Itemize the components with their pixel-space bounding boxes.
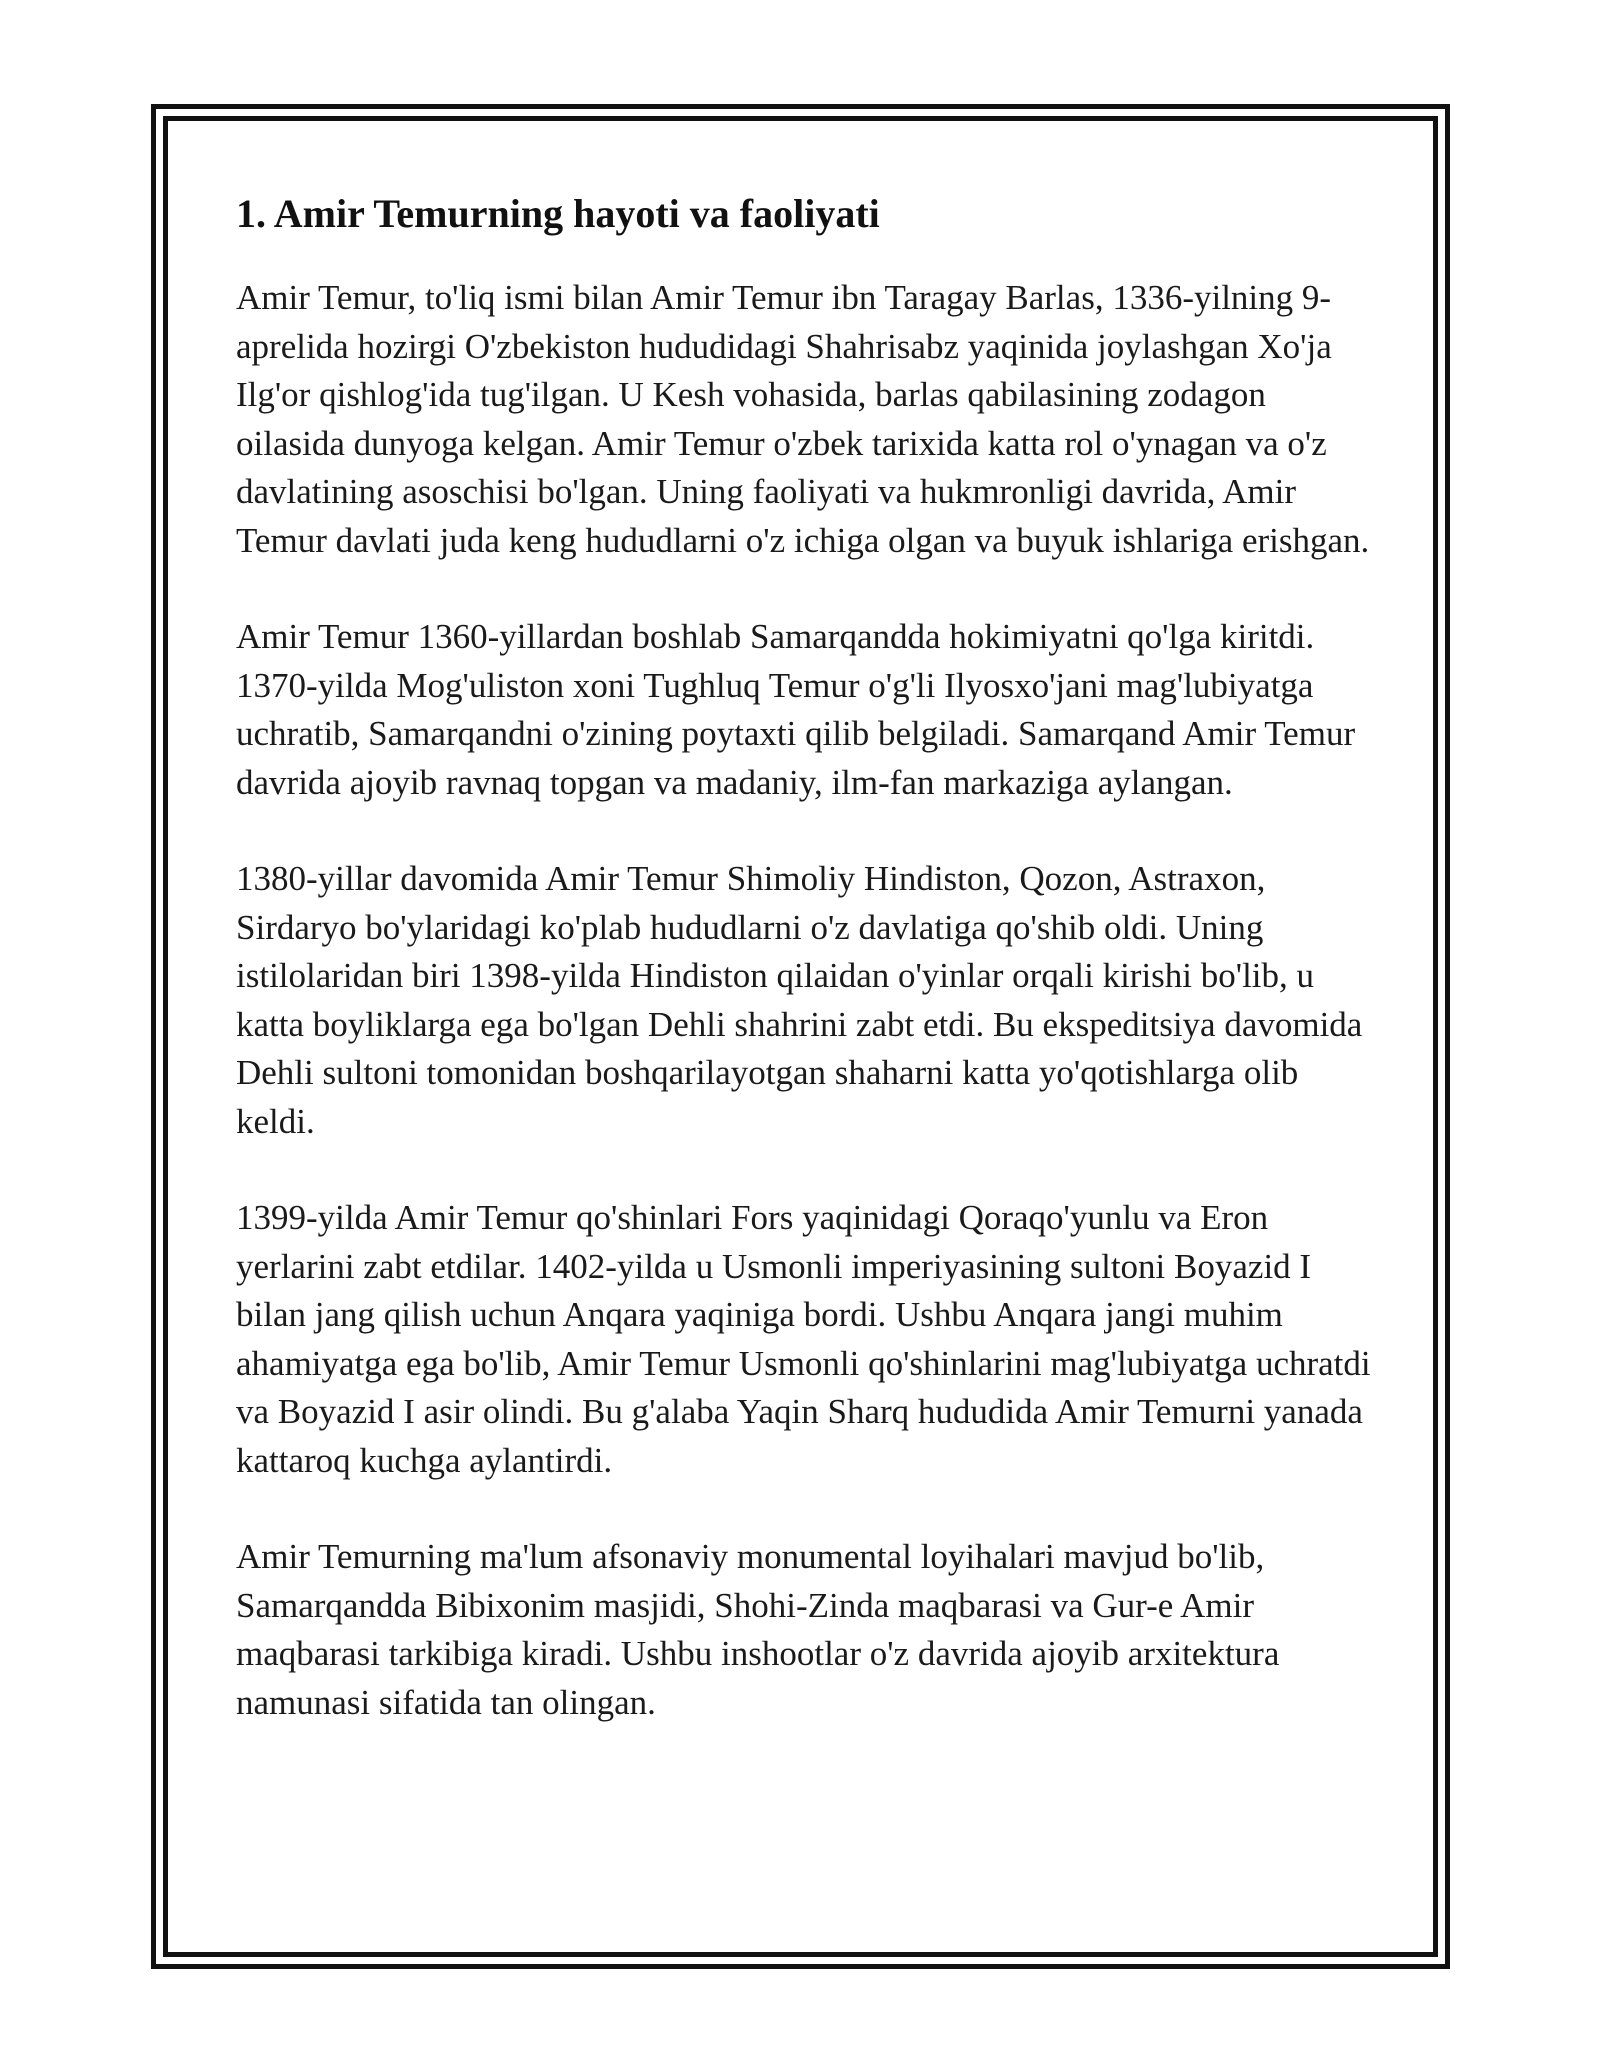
document-body bbox=[236, 186, 1376, 1775]
paragraph-monuments: Amir Temurning ma'lum afsonaviy monumental loyihalari mavjud bo'lib, Samarqandda Bibixonim masjidi, Shohi-Zinda maqbarasi va Gur-e Amir maqbarasi tarkibiga kiradi. Ushbu inshootlar o'z davrida ajoyib arxitektura namunasi sifatida tan olingan. bbox=[236, 1537, 1280, 1722]
paragraph-conquests: 1380-yillar davomida Amir Temur Shimoliy Hindiston, Qozon, Astraxon, Sirdaryo bo'ylaridagi ko'plab hududlarni o'z davlatiga qo'shib oldi. Uning istilolaridan biri 1398-yilda Hindiston qilaidan o'yinlar orqali kirishi bo'lib, u katta boyliklarga ega bo'lgan Dehli shahrini zabt etdi. Bu ekspeditsiya davomida Dehli sultoni tomonidan boshqarilayotgan shaharni katta yo'qotishlarga olib keldi. bbox=[236, 859, 1363, 1141]
paragraph-samarqand: Amir Temur 1360-yillardan boshlab Samarqandda hokimiyatni qo'lga kiritdi. 1370-yilda Mog'uliston xoni Tughluq Temur o'g'li Ilyosxo'jani mag'lubiyatga uchratib, Samarqandni o'zining poytaxti qilib belgiladi. Samarqand Amir Temur davrida ajoyib ravnaq topgan va madaniy, ilm-fan markaziga aylangan. bbox=[236, 617, 1356, 802]
section-heading: 1. Amir Temurning hayoti va faoliyati bbox=[236, 191, 880, 236]
paragraph-ankara: 1399-yilda Amir Temur qo'shinlari Fors yaqinidagi Qoraqo'yunlu va Eron yerlarini zabt etdilar. 1402-yilda u Usmonli imperiyasining sultoni Boyazid I bilan jang qilish uchun Anqara yaqiniga bordi. Ushbu Anqara jangi muhim ahamiyatga ega bo'lib, Amir Temur Usmonli qo'shinlarini mag'lubiyatga uchratdi va Boyazid I asir olindi. Bu g'alaba Yaqin Sharq hududida Amir Temurni yanada kattaroq kuchga aylantirdi. bbox=[236, 1198, 1371, 1480]
paragraph-birth: Amir Temur, to'liq ismi bilan Amir Temur ibn Taragay Barlas, 1336-yilning 9-aprelida hozirgi O'zbekiston hududidagi Shahrisabz yaqinida joylashgan Xo'ja Ilg'or qishlog'ida tug'ilgan. U Kesh vohasida, barlas qabilasining zodagon oilasida dunyoga kelgan. Amir Temur o'zbek tarixida katta rol o'ynagan va o'z davlatining asoschisi bo'lgan. Uning faoliyati va hukmronligi davrida, Amir Temur davlati juda keng hududlarni o'z ichiga olgan va buyuk ishlariga erishgan. bbox=[236, 278, 1370, 560]
